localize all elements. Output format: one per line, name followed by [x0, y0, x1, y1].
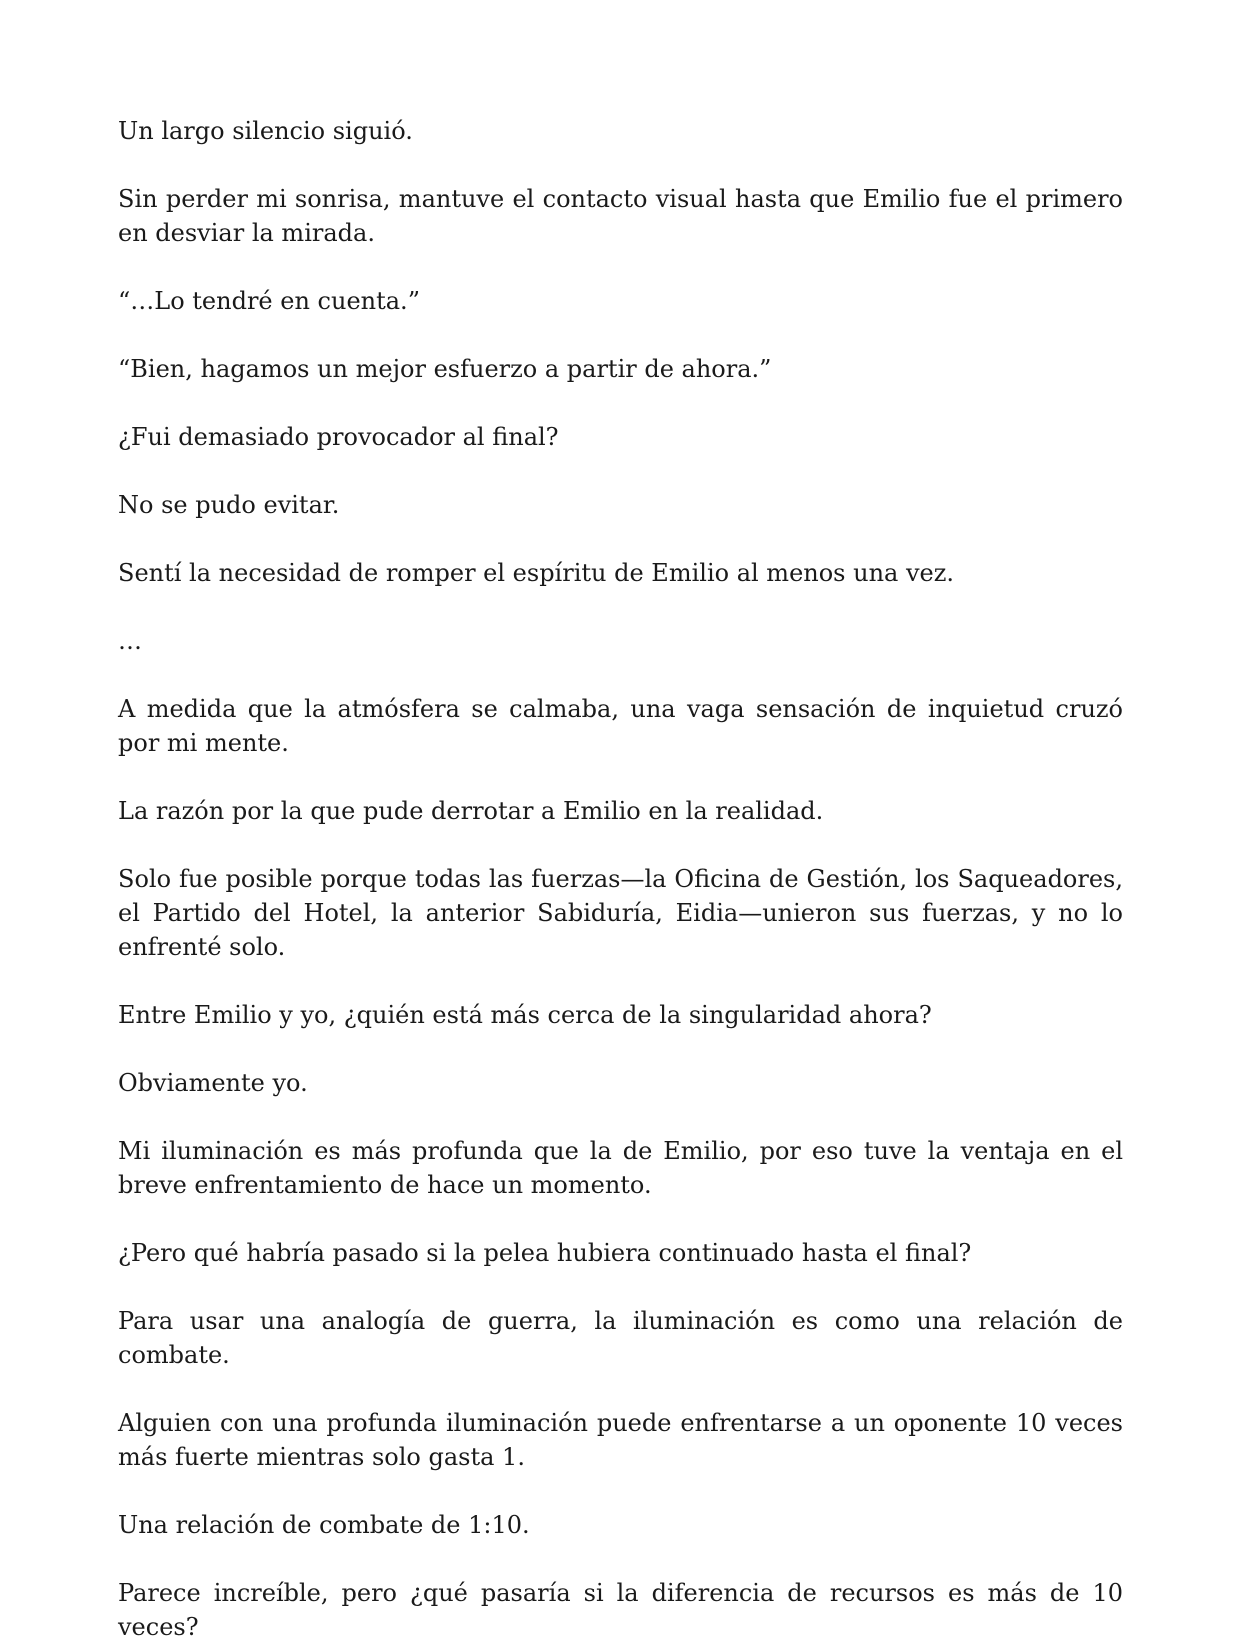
paragraph-gap: [118, 658, 1123, 692]
paragraph-gap: [118, 1202, 1123, 1236]
paragraph-gap: [118, 760, 1123, 794]
paragraph-gap: [118, 1270, 1123, 1304]
paragraph: Entre Emilio y yo, ¿quién está más cerca de la singularidad ahora?: [118, 1001, 932, 1029]
paragraph-gap: [118, 1100, 1123, 1134]
paragraph: Sin perder mi sonrisa, mantuve el contacto visual hasta que Emilio fue el primero en desviar la mirada.: [118, 185, 1123, 247]
paragraph: A medida que la atmósfera se calmaba, una vaga sensación de inquietud cruzó por mi mente.: [118, 695, 1123, 757]
paragraph: Mi iluminación es más profunda que la de Emilio, por eso tuve la ventaja en el breve enfrentamiento de hace un momento.: [118, 1137, 1123, 1199]
paragraph: La razón por la que pude derrotar a Emilio en la realidad.: [118, 797, 824, 825]
paragraph: Parece increíble, pero ¿qué pasaría si la diferencia de recursos es más de 10 veces?: [118, 1579, 1123, 1641]
paragraph-gap: [118, 828, 1123, 862]
paragraph-gap: [118, 386, 1123, 420]
scene-break: …: [118, 627, 142, 655]
paragraph-gap: [118, 590, 1123, 624]
paragraph-gap: [118, 148, 1123, 182]
paragraph-gap: [118, 1474, 1123, 1508]
paragraph: “Bien, hagamos un mejor esfuerzo a partir de ahora.”: [118, 355, 772, 383]
paragraph-gap: [118, 522, 1123, 556]
paragraph: Para usar una analogía de guerra, la iluminación es como una relación de combate.: [118, 1307, 1123, 1369]
paragraph: Sentí la necesidad de romper el espíritu de Emilio al menos una vez.: [118, 559, 955, 587]
paragraph: Obviamente yo.: [118, 1069, 308, 1097]
paragraph-gap: [118, 964, 1123, 998]
paragraph-gap: [118, 1542, 1123, 1576]
paragraph: Un largo silencio siguió.: [118, 117, 413, 145]
paragraph: Una relación de combate de 1:10.: [118, 1511, 530, 1539]
paragraph-gap: [118, 1372, 1123, 1406]
paragraph-gap: [118, 1032, 1123, 1066]
paragraph: Solo fue posible porque todas las fuerzas—la Oficina de Gestión, los Saqueadores, el Partido del Hotel, la anterior Sabiduría, Eidia—unieron sus fuerzas, y no lo enfrenté solo.: [118, 865, 1123, 961]
paragraph-gap: [118, 318, 1123, 352]
paragraph: “…Lo tendré en cuenta.”: [118, 287, 420, 315]
paragraph: ¿Pero qué habría pasado si la pelea hubiera continuado hasta el final?: [118, 1239, 972, 1267]
document-page: [118, 114, 1123, 1644]
paragraph-gap: [118, 250, 1123, 284]
paragraph: ¿Fui demasiado provocador al final?: [118, 423, 559, 451]
paragraph-gap: [118, 454, 1123, 488]
paragraph: Alguien con una profunda iluminación puede enfrentarse a un oponente 10 veces más fuerte mientras solo gasta 1.: [118, 1409, 1123, 1471]
paragraph: No se pudo evitar.: [118, 491, 340, 519]
